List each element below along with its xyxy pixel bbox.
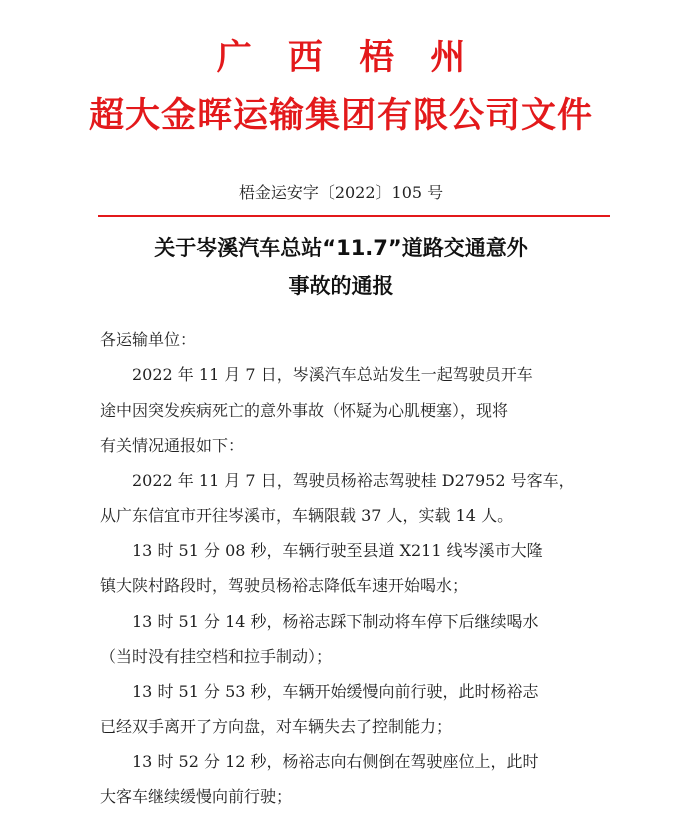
body-line: 2022 年 11 月 7 日，驾驶员杨裕志驾驶桂 D27952 号客车， xyxy=(132,471,575,490)
salutation: 各运输单位： xyxy=(100,330,197,349)
body-line: 2022 年 11 月 7 日，岑溪汽车总站发生一起驾驶员开车 xyxy=(132,365,533,384)
issuer-line1: 广 西 梧 州 xyxy=(216,38,478,78)
body-line: 13 时 52 分 12 秒，杨裕志向右侧倒在驾驶座位上，此时 xyxy=(132,752,539,771)
body-line: 已经双手离开了方向盘，对车辆失去了控制能力； xyxy=(100,717,453,736)
issuer-line2: 超大金晖运输集团有限公司文件 xyxy=(88,96,593,136)
body-line: 途中因突发疾病死亡的意外事故（怀疑为心肌梗塞），现将 xyxy=(100,401,509,420)
body-line: 13 时 51 分 53 秒，车辆开始缓慢向前行驶，此时杨裕志 xyxy=(132,682,539,701)
title-line2: 事故的通报 xyxy=(288,274,394,298)
body-line: 镇大陕村路段时，驾驶员杨裕志降低车速开始喝水； xyxy=(100,576,469,595)
body-line: （当时没有挂空档和拉手制动）； xyxy=(100,647,333,666)
body-line: 从广东信宜市开往岑溪市，车辆限载 37 人，实载 14 人。 xyxy=(100,506,514,525)
body-line: 大客车继续缓慢向前行驶； xyxy=(100,787,293,806)
document-number: 梧金运安字〔2022〕105 号 xyxy=(238,183,444,202)
body-line: 13 时 51 分 08 秒，车辆行驶至县道 X211 线岑溪市大隆 xyxy=(132,541,543,560)
body-line: 13 时 51 分 14 秒，杨裕志踩下制动将车停下后继续喝水 xyxy=(132,612,539,631)
body-line: 有关情况通报如下： xyxy=(100,436,245,455)
title-line1: 关于岑溪汽车总站“11.7”道路交通意外 xyxy=(154,236,528,260)
red-divider xyxy=(98,215,610,217)
